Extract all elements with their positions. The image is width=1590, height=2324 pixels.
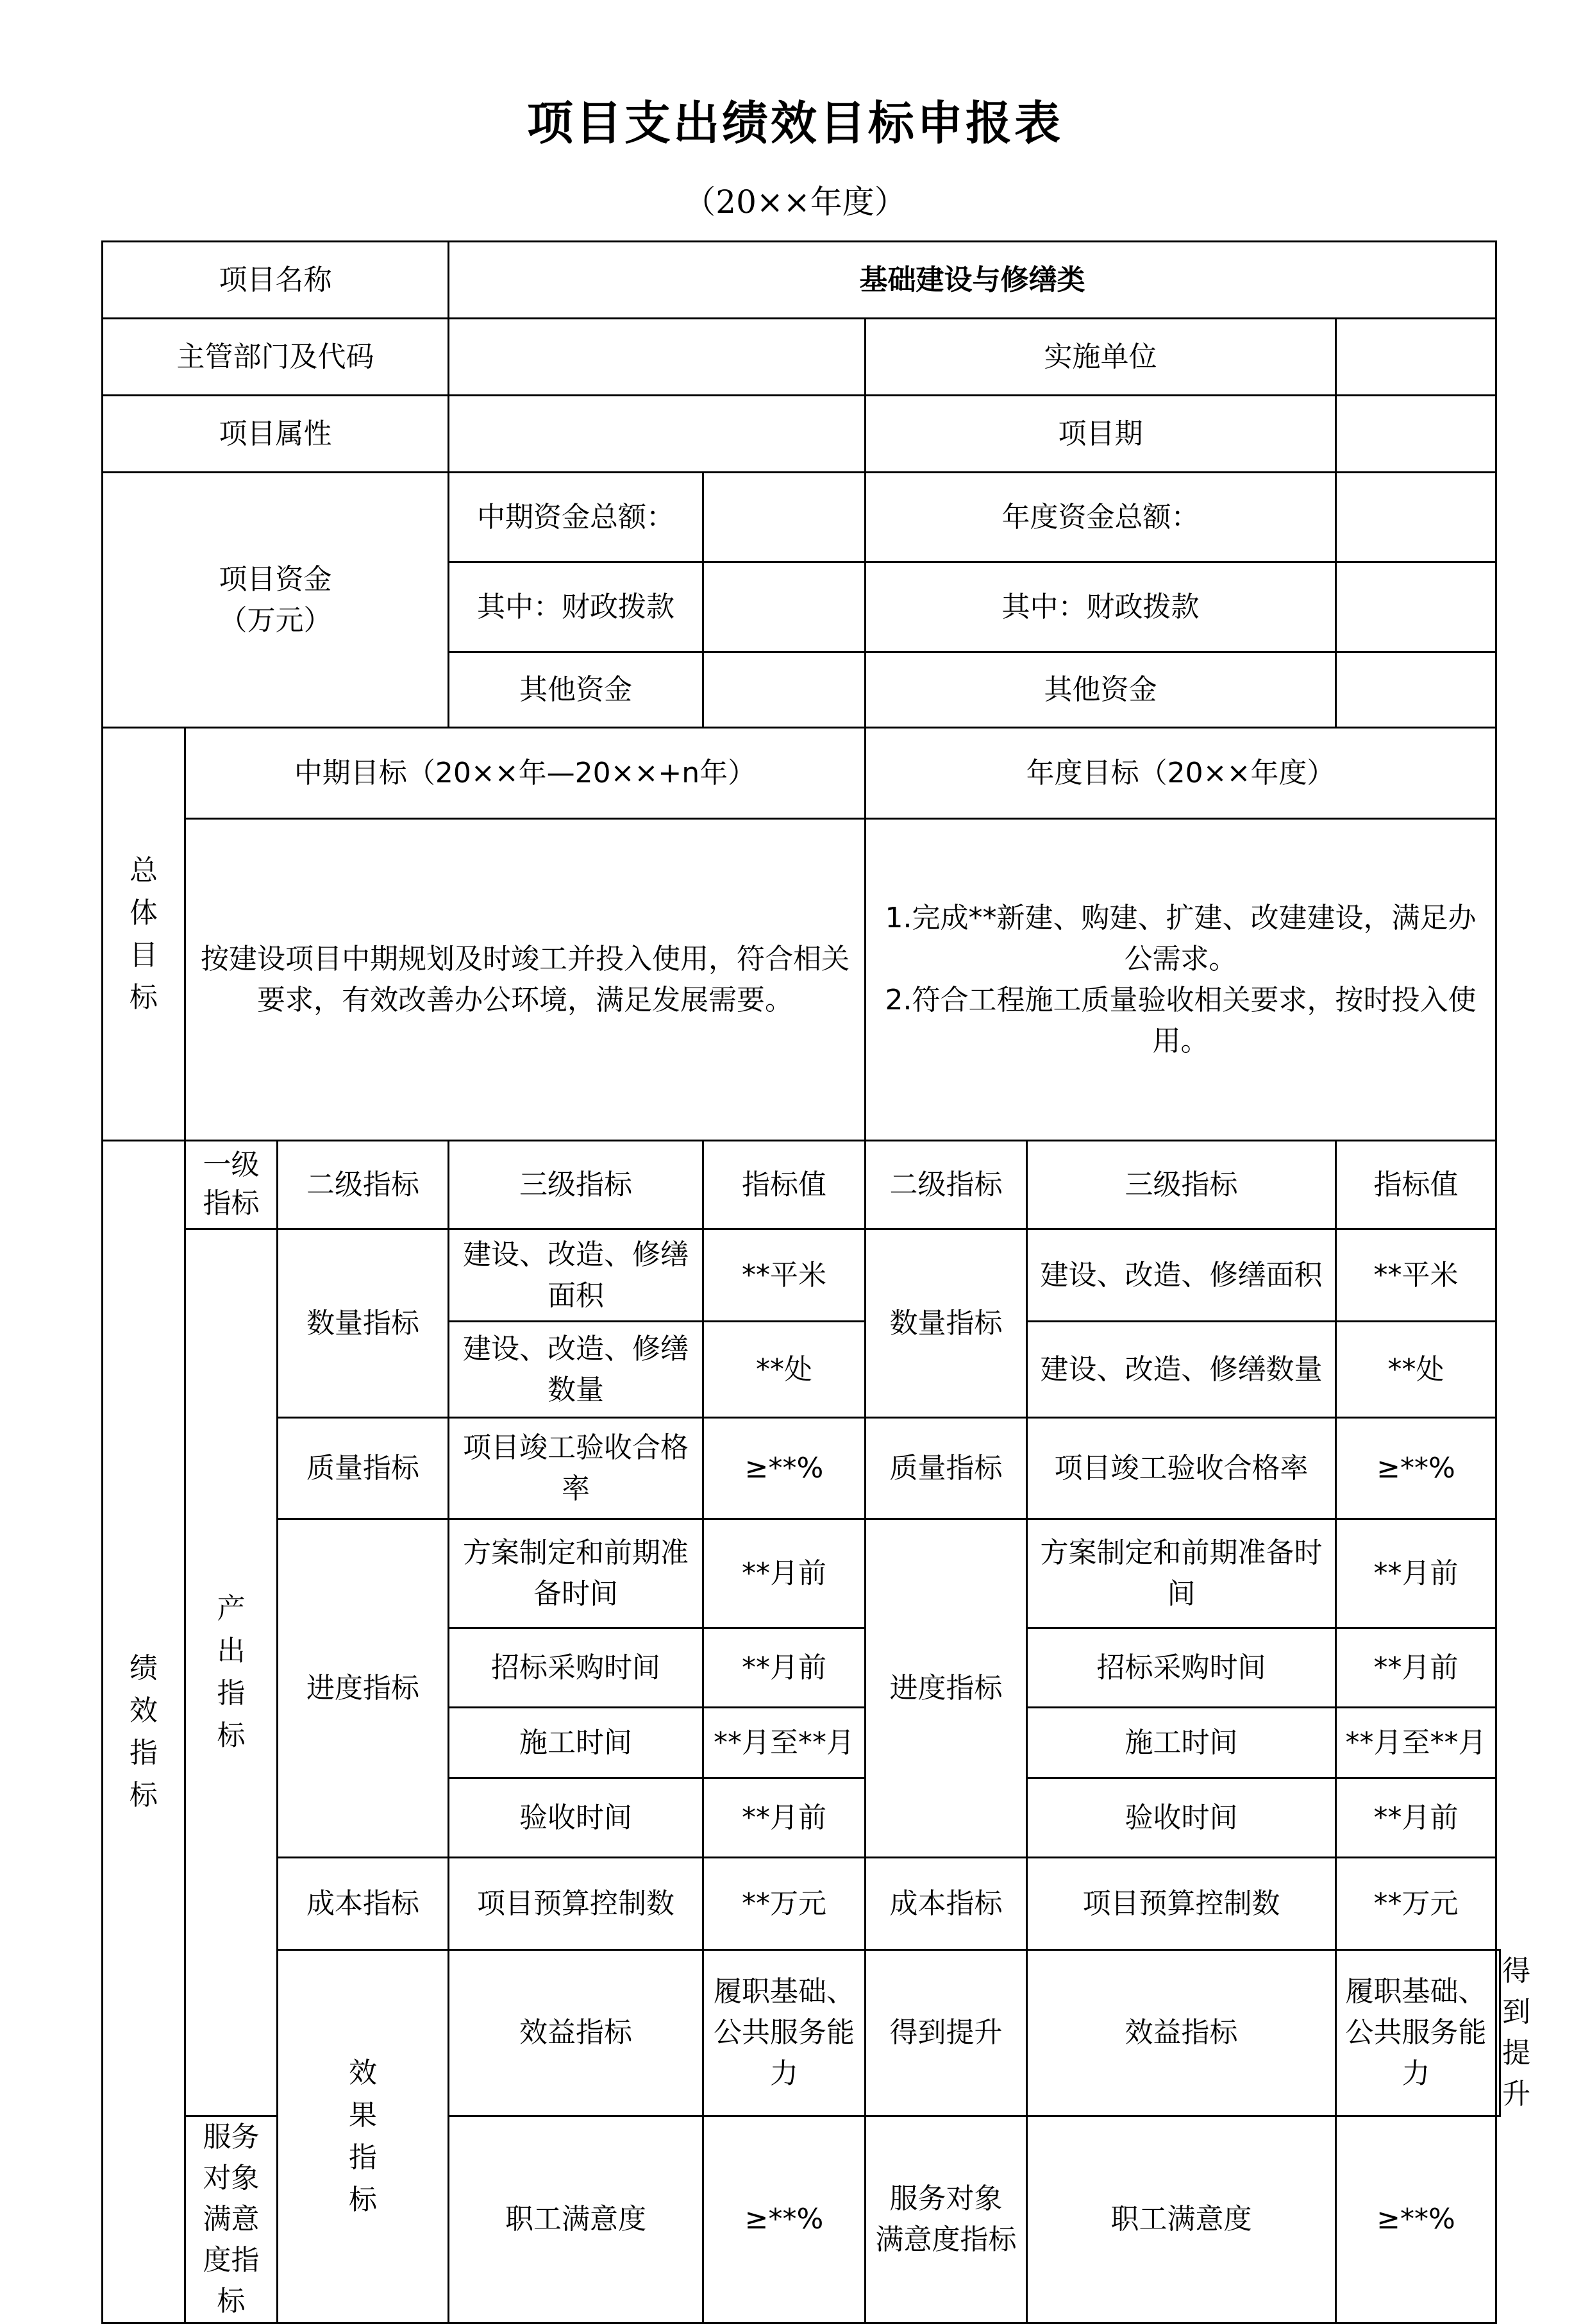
level2-header-annual: 二级指标: [866, 1141, 1027, 1229]
staff-satisfaction-annual-value: ≥**%: [1336, 2116, 1496, 2323]
budget-mid: 项目预算控制数: [449, 1858, 703, 1950]
satisfaction-label-line2: 满意度指标: [203, 2203, 260, 2318]
fund-label-line1: 项目资金: [219, 562, 332, 596]
project-name-value: 基础建设与修缮类: [449, 242, 1496, 319]
effect-indicator-label: 效果指标: [278, 1950, 449, 2323]
quantity-indicator-label: 数量指标: [278, 1229, 449, 1418]
value-header: 指标值: [703, 1141, 866, 1229]
budget-mid-value: **万元: [703, 1858, 866, 1950]
budget-annual-value: **万元: [1336, 1858, 1496, 1950]
count-mid-value: **处: [703, 1322, 866, 1418]
mid-other-label: 其他资金: [449, 652, 703, 728]
area-mid: 建设、改造、修缮面积: [449, 1229, 703, 1322]
mid-fiscal-value[interactable]: [703, 562, 866, 652]
project-name-label: 项目名称: [103, 242, 449, 319]
build-time-annual-value: **月至**月: [1336, 1708, 1496, 1778]
annual-goal-header: 年度目标（20××年度）: [866, 728, 1496, 819]
pass-rate-annual-value: ≥**%: [1336, 1418, 1496, 1519]
plan-time-annual-value: **月前: [1336, 1519, 1496, 1628]
accept-time-mid-value: **月前: [703, 1778, 866, 1858]
duty-capacity-annual: 履职基础、公共服务能力: [1336, 1950, 1496, 2116]
annual-fiscal-label: 其中：财政拨款: [866, 562, 1336, 652]
duty-capacity-mid-value: 得到提升: [866, 1950, 1027, 2116]
budget-annual: 项目预算控制数: [1027, 1858, 1336, 1950]
pass-rate-mid-value: ≥**%: [703, 1418, 866, 1519]
performance-form-table: [101, 240, 1531, 2324]
mid-other-value[interactable]: [703, 652, 866, 728]
form-title: 项目支出绩效目标申报表: [526, 96, 1063, 150]
build-time-annual: 施工时间: [1027, 1708, 1336, 1778]
benefit-indicator-label-annual: 效益指标: [1027, 1950, 1336, 2116]
area-annual: 建设、改造、修缮面积: [1027, 1229, 1336, 1322]
plan-time-mid-value: **月前: [703, 1519, 866, 1628]
quantity-indicator-label-annual: 数量指标: [866, 1229, 1027, 1418]
annual-total-value[interactable]: [1336, 473, 1496, 562]
satisfaction-label-annual-line2: 满意度指标: [875, 2223, 1017, 2256]
annual-other-label: 其他资金: [866, 652, 1336, 728]
satisfaction-indicator-label: [185, 2116, 278, 2323]
progress-indicator-label: 进度指标: [278, 1519, 449, 1858]
staff-satisfaction-mid-value: ≥**%: [703, 2116, 866, 2323]
dept-label: 主管部门及代码: [103, 319, 449, 396]
fund-label: [103, 473, 449, 728]
pass-rate-mid: 项目竣工验收合格率: [449, 1418, 703, 1519]
mid-goal-text: 按建设项目中期规划及时竣工并投入使用，符合相关要求，有效改善办公环境，满足发展需要。: [185, 819, 866, 1141]
area-annual-value: **平米: [1336, 1229, 1496, 1322]
annual-goal-item-2: 2.符合工程施工质量验收相关要求，按时投入使用。: [885, 983, 1477, 1057]
bid-time-annual-value: **月前: [1336, 1628, 1496, 1708]
cost-indicator-label-annual: 成本指标: [866, 1858, 1027, 1950]
quality-indicator-label: 质量指标: [278, 1418, 449, 1519]
period-label: 项目期: [866, 396, 1336, 473]
level3-header: 三级指标: [449, 1141, 703, 1229]
build-time-mid: 施工时间: [449, 1708, 703, 1778]
satisfaction-indicator-label-annual: [866, 2116, 1027, 2323]
overall-goal-label: 总体目标: [103, 728, 185, 1141]
bid-time-mid-value: **月前: [703, 1628, 866, 1708]
annual-total-label: 年度资金总额：: [866, 473, 1336, 562]
impl-unit-label: 实施单位: [866, 319, 1336, 396]
bid-time-mid: 招标采购时间: [449, 1628, 703, 1708]
level1-header: 一级指标: [185, 1141, 278, 1229]
form-subtitle: （20××年度）: [683, 183, 907, 221]
mid-goal-header: 中期目标（20××年—20××+n年）: [185, 728, 866, 819]
plan-time-mid: 方案制定和前期准备时间: [449, 1519, 703, 1628]
quality-indicator-label-annual: 质量指标: [866, 1418, 1027, 1519]
staff-satisfaction-mid: 职工满意度: [449, 2116, 703, 2323]
area-mid-value: **平米: [703, 1229, 866, 1322]
count-annual-value: **处: [1336, 1322, 1496, 1418]
annual-goal-item-1: 1.完成**新建、购建、扩建、改建建设，满足办公需求。: [885, 901, 1477, 975]
count-annual: 建设、改造、修缮数量: [1027, 1322, 1336, 1418]
mid-fiscal-label: 其中：财政拨款: [449, 562, 703, 652]
cost-indicator-label: 成本指标: [278, 1858, 449, 1950]
annual-goal-text: [866, 819, 1496, 1141]
period-value[interactable]: [1336, 396, 1496, 473]
accept-time-annual: 验收时间: [1027, 1778, 1336, 1858]
progress-indicator-label-annual: 进度指标: [866, 1519, 1027, 1858]
pass-rate-annual: 项目竣工验收合格率: [1027, 1418, 1336, 1519]
performance-indicator-label: 绩效指标: [103, 1141, 185, 2323]
accept-time-mid: 验收时间: [449, 1778, 703, 1858]
fund-label-line2: （万元）: [219, 603, 332, 637]
accept-time-annual-value: **月前: [1336, 1778, 1496, 1858]
dept-value[interactable]: [449, 319, 866, 396]
mid-total-value[interactable]: [703, 473, 866, 562]
level2-header: 二级指标: [278, 1141, 449, 1229]
count-mid: 建设、改造、修缮数量: [449, 1322, 703, 1418]
annual-fiscal-value[interactable]: [1336, 562, 1496, 652]
attr-label: 项目属性: [103, 396, 449, 473]
staff-satisfaction-annual: 职工满意度: [1027, 2116, 1336, 2323]
satisfaction-label-line1: 服务对象: [203, 2121, 260, 2194]
annual-other-value[interactable]: [1336, 652, 1496, 728]
mid-total-label: 中期资金总额：: [449, 473, 703, 562]
impl-unit-value[interactable]: [1336, 319, 1496, 396]
duty-capacity-mid: 履职基础、公共服务能力: [703, 1950, 866, 2116]
build-time-mid-value: **月至**月: [703, 1708, 866, 1778]
value-header-annual: 指标值: [1336, 1141, 1496, 1229]
benefit-indicator-label: 效益指标: [449, 1950, 703, 2116]
bid-time-annual: 招标采购时间: [1027, 1628, 1336, 1708]
attr-value[interactable]: [449, 396, 866, 473]
satisfaction-label-annual-line1: 服务对象: [889, 2182, 1003, 2215]
level3-header-annual: 三级指标: [1027, 1141, 1336, 1229]
duty-capacity-annual-value: 得到提升: [1496, 1950, 1500, 2116]
output-indicator-label: 产出指标: [185, 1229, 278, 2116]
plan-time-annual: 方案制定和前期准备时间: [1027, 1519, 1336, 1628]
